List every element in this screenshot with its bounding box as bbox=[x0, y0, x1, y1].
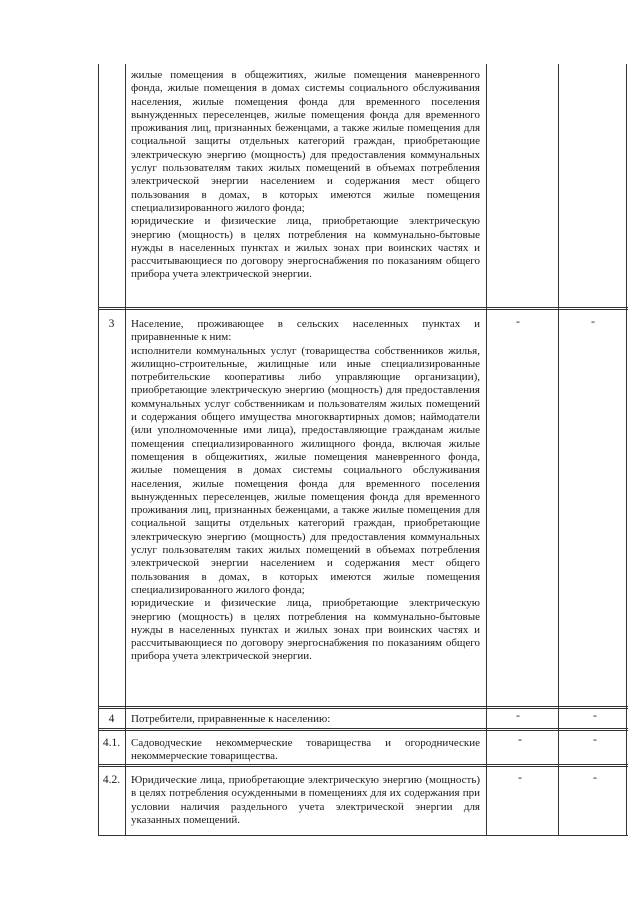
row-number: 4.1. bbox=[102, 737, 121, 749]
paragraph: Садоводческие некоммерческие товарищества и огороднические некоммерческие товарищества. bbox=[131, 737, 480, 763]
table-border-col4 bbox=[626, 64, 627, 836]
row-separator bbox=[98, 730, 628, 731]
row-number: 3 bbox=[108, 318, 115, 330]
row-separator bbox=[98, 706, 628, 707]
row-text bbox=[131, 774, 480, 827]
row-separator bbox=[98, 766, 628, 767]
paragraph: Население, проживающее в сельских населенных пунктах и приравненные к ним: bbox=[131, 318, 480, 344]
row-value-col2: - bbox=[518, 770, 522, 784]
table-border-bottom bbox=[98, 835, 628, 836]
row-separator bbox=[98, 708, 628, 709]
paragraph: юридические и физические лица, приобретающие электрическую энергию (мощность) в целях потребления на коммунально-бытовые нужды в населенных пунктах и жилых зонах при воинских частях и рассчитывающиеся по договору энергоснабжения по показаниям общего прибора учета электрической энергии. bbox=[131, 215, 480, 281]
row-value-col3: - bbox=[593, 708, 597, 722]
row-value-col3: - bbox=[591, 314, 595, 328]
table-border-col1 bbox=[125, 64, 126, 836]
row-number: 4 bbox=[108, 713, 115, 725]
row-separator bbox=[98, 307, 628, 308]
row-number: 4.2. bbox=[102, 774, 121, 786]
row-text bbox=[131, 318, 480, 664]
row-text bbox=[131, 713, 480, 726]
row-value-col3: - bbox=[593, 770, 597, 784]
paragraph: Потребители, приравненные к населению: bbox=[131, 713, 331, 725]
table-border-col2 bbox=[486, 64, 487, 836]
table-border-col3 bbox=[558, 64, 559, 836]
row-value-col3: - bbox=[593, 732, 597, 746]
paragraph: исполнители коммунальных услуг (товарищества собственников жилья, жилищно-строительные, жилищные или иные специализированные потребительские кооперативы либо управляющие организации), приобретающие электрическую энергию (мощность) для предоставления коммунальных услуг собственникам и пользователям жилых помещений и содержания общего имущества многоквартирных домов; наймодатели (или уполномоченные ими лица), предоставляющие гражданам жилые помещения специализированного жилищного фонда, включая жилые помещения в общежитиях, жилые помещения маневренного фонда, жилые помещения в домах системы социального обслуживания населения, жилые помещения фонда для временного поселения вынужденных переселенцев, жилые помещения фонда для временного проживания лиц, признанных беженцами, а также жилые помещения для социальной защиты отдельных категорий граждан, приобретающие электрическую энергию (мощность) для предоставления коммунальных услуг пользователям таких жилых помещений в объемах потребления электрической энергии населением и содержания мест общего пользования в домах, в которых имеются жилые помещения специализированного жилого фонда; bbox=[131, 344, 480, 596]
paragraph: юридические и физические лица, приобретающие электрическую энергию (мощность) в целях потребления на коммунально-бытовые нужды в населенных пунктах и жилых зонах при воинских частях и рассчитывающиеся по договору энергоснабжения по показаниям общего прибора учета электрической энергии. bbox=[131, 597, 480, 663]
row-text bbox=[131, 737, 480, 764]
paragraph: Юридические лица, приобретающие электрическую энергию (мощность) в целях потребления осужденными в помещениях для их содержания при условии наличия раздельного учета электрической энергии для указанных помещений. bbox=[131, 774, 480, 826]
paragraph: жилые помещения в общежитиях, жилые помещения маневренного фонда, жилые помещения в домах системы социального обслуживания населения, жилые помещения фонда для временного поселения вынужденных переселенцев, жилые помещения фонда для временного проживания лиц, признанных беженцами, а также жилые помещения для социальной защиты отдельных категорий граждан, приобретающие электрическую энергию (мощность) для предоставления коммунальных услуг пользователям таких жилых помещений в объемах потребления электрической энергии населением и содержания мест общего пользования в домах, в которых имеются жилые помещения специализированного жилого фонда; bbox=[131, 69, 480, 214]
row-value-col2: - bbox=[516, 314, 520, 328]
row-text-continuation bbox=[131, 69, 480, 282]
row-value-col2: - bbox=[518, 732, 522, 746]
row-separator bbox=[98, 764, 628, 765]
row-separator bbox=[98, 309, 628, 310]
row-separator bbox=[98, 728, 628, 729]
row-value-col2: - bbox=[516, 708, 520, 722]
